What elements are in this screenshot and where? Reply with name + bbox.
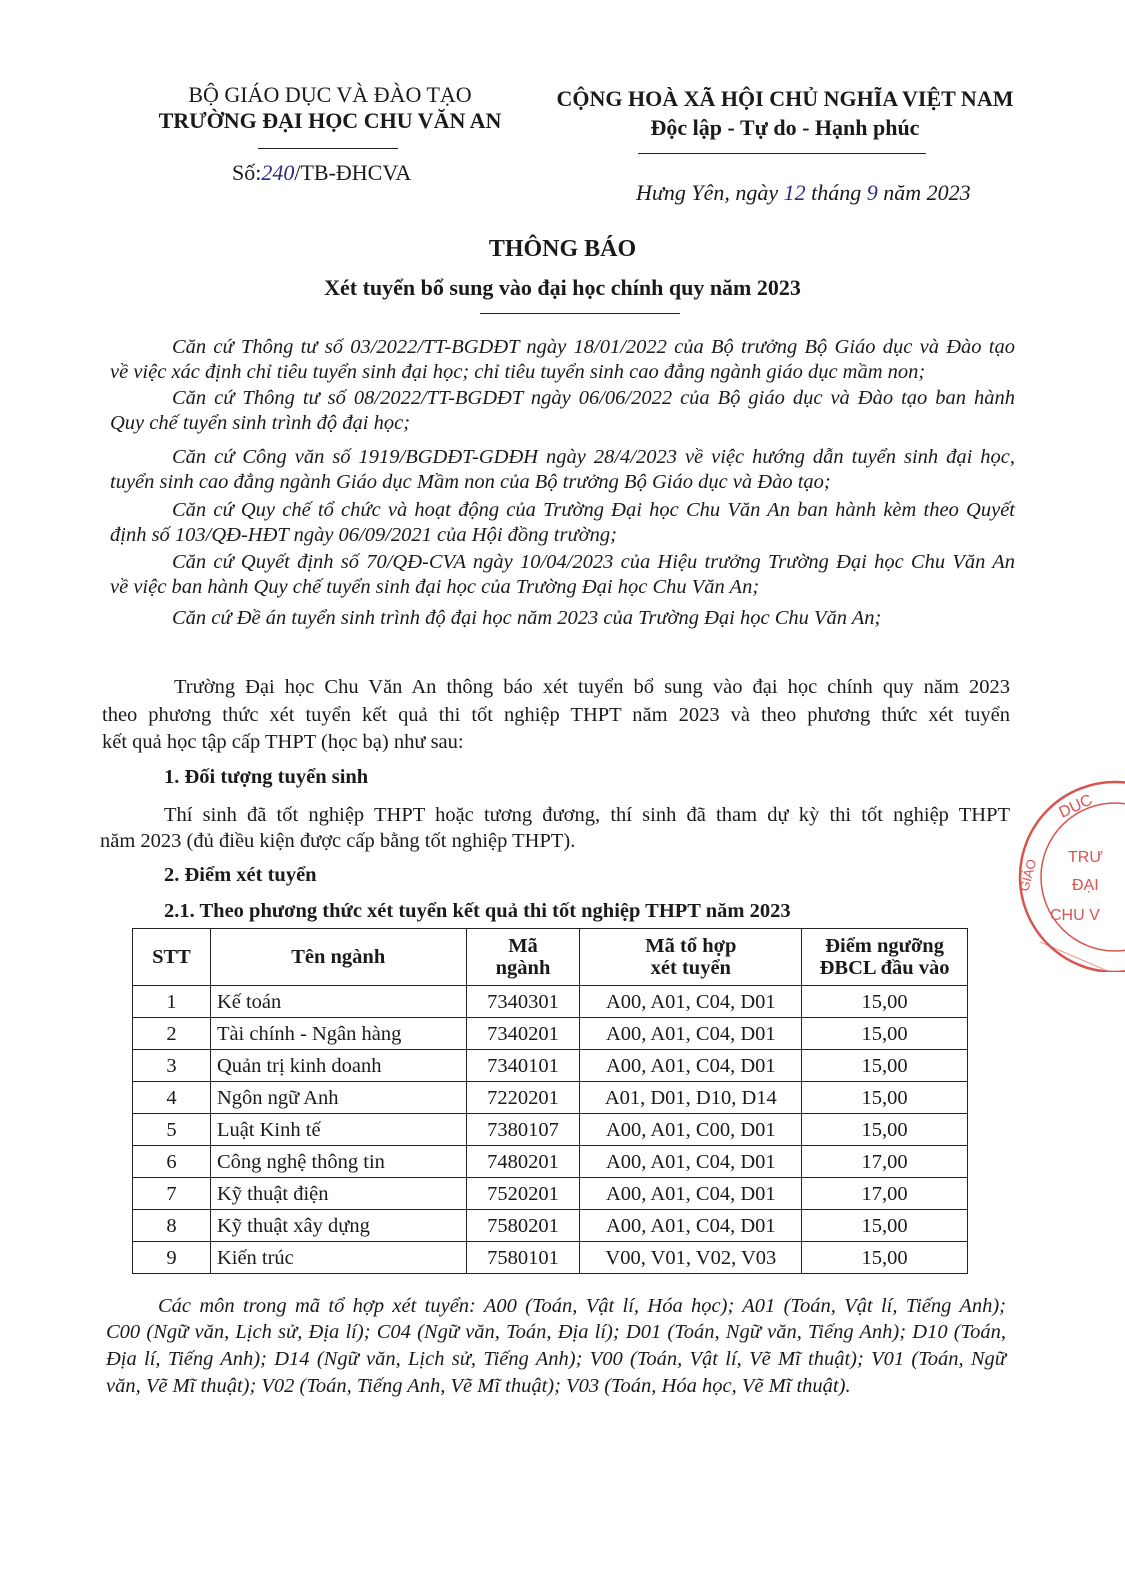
cell-stt: 6 <box>133 1146 211 1178</box>
national-motto: Độc lập - Tự do - Hạnh phúc <box>650 115 920 140</box>
section-1-heading: 1. Đối tượng tuyển sinh <box>164 766 369 788</box>
cell-code: 7480201 <box>466 1146 580 1178</box>
cell-stt: 5 <box>133 1114 211 1146</box>
cell-code: 7380107 <box>466 1114 580 1146</box>
cell-combo: A00, A01, C04, D01 <box>580 1146 802 1178</box>
table-header-row <box>133 929 968 986</box>
combo-note-line-3: Địa lí, Tiếng Anh); D14 (Ngữ văn, Lịch sử, Tiếng Anh); V00 (Toán, Vật lí, Vẽ Mĩ thuật); V01 (Toán, Ngữ <box>106 1348 1006 1370</box>
cell-stt: 3 <box>133 1050 211 1082</box>
cell-combo: A00, A01, C04, D01 <box>580 1210 802 1242</box>
section-2-1-heading: 2.1. Theo phương thức xét tuyển kết quả thi tốt nghiệp THPT năm 2023 <box>164 900 791 922</box>
seal-side-text: GIÁO <box>1016 857 1040 893</box>
cell-combo: A00, A01, C04, D01 <box>580 986 802 1018</box>
official-seal <box>1010 772 1125 972</box>
section-1-line-1: Thí sinh đã tốt nghiệp THPT hoặc tương đương, thí sinh đã tham dự kỳ thi tốt nghiệp THPT <box>164 804 1010 826</box>
header-score-line-2: ĐBCL đầu vào <box>819 957 950 979</box>
section-2-heading: 2. Điểm xét tuyển <box>164 864 317 886</box>
cell-score: 17,00 <box>802 1178 968 1210</box>
intro-line-3: kết quả học tập cấp THPT (học bạ) như sau: <box>102 731 464 753</box>
cell-name: Kiến trúc <box>210 1242 466 1274</box>
header-code-line-1: Mã <box>508 935 538 957</box>
cell-score: 15,00 <box>802 1082 968 1114</box>
basis-4-line-1: Căn cứ Quy chế tổ chức và hoạt động của Trường Đại học Chu Văn An ban hành kèm theo Quyết <box>172 499 1015 521</box>
document-number <box>232 158 411 188</box>
basis-2-line-1: Căn cứ Thông tư số 08/2022/TT-BGDĐT ngày 06/06/2022 của Bộ giáo dục và Đào tạo ban hành <box>172 387 1015 409</box>
date-month: 9 <box>866 180 878 205</box>
cell-stt: 4 <box>133 1082 211 1114</box>
seal-line-2: ĐẠI <box>1072 877 1099 894</box>
combo-note-line-2: C00 (Ngữ văn, Lịch sử, Địa lí); C04 (Ngữ văn, Toán, Địa lí); D01 (Toán, Ngữ văn, Tiếng Anh); D10 (Toán, <box>106 1321 1006 1343</box>
document-title: THÔNG BÁO <box>488 236 637 262</box>
issue-date <box>636 178 971 208</box>
seal-graphic <box>1010 772 1125 972</box>
cell-code: 7340101 <box>466 1050 580 1082</box>
cell-combo: V00, V01, V02, V03 <box>580 1242 802 1274</box>
basis-5-line-2: về việc ban hành Quy chế tuyển sinh đại học của Trường Đại học Chu Văn An; <box>110 576 760 598</box>
combo-note-line-4: văn, Vẽ Mĩ thuật); V02 (Toán, Tiếng Anh, Vẽ Mĩ thuật); V03 (Toán, Hóa học, Vẽ Mĩ thuật). <box>106 1375 851 1397</box>
university-name: TRƯỜNG ĐẠI HỌC CHU VĂN AN <box>158 108 502 133</box>
cell-name: Kỹ thuật điện <box>210 1178 466 1210</box>
header-stt: STT <box>133 929 211 986</box>
header-right-rule <box>638 153 926 154</box>
cell-name: Công nghệ thông tin <box>210 1146 466 1178</box>
document-subtitle: Xét tuyển bổ sung vào đại học chính quy năm 2023 <box>324 275 801 300</box>
date-year: năm 2023 <box>883 180 971 205</box>
table-row <box>133 1178 968 1210</box>
doc-no-handwritten: 240 <box>261 160 295 185</box>
cell-code: 7580201 <box>466 1210 580 1242</box>
cell-score: 15,00 <box>802 986 968 1018</box>
header-score <box>802 929 968 986</box>
cell-name: Ngôn ngữ Anh <box>210 1082 466 1114</box>
cell-stt: 7 <box>133 1178 211 1210</box>
cell-combo: A00, A01, C04, D01 <box>580 1050 802 1082</box>
table-row <box>133 986 968 1018</box>
basis-4-line-2: định số 103/QĐ-HĐT ngày 06/09/2021 của Hội đồng trường; <box>110 524 617 546</box>
cell-code: 7520201 <box>466 1178 580 1210</box>
cell-code: 7220201 <box>466 1082 580 1114</box>
cell-score: 15,00 <box>802 1114 968 1146</box>
republic-name: CỘNG HOÀ XÃ HỘI CHỦ NGHĨA VIỆT NAM <box>556 86 1014 111</box>
header-score-line-1: Điểm ngưỡng <box>825 935 944 957</box>
cell-code: 7340201 <box>466 1018 580 1050</box>
cell-name: Quản trị kinh doanh <box>210 1050 466 1082</box>
basis-2-line-2: Quy chế tuyển sinh trình độ đại học; <box>110 412 411 434</box>
header-code-line-2: ngành <box>495 957 551 979</box>
header-combo-line-2: xét tuyển <box>650 957 731 979</box>
cell-combo: A00, A01, C04, D01 <box>580 1018 802 1050</box>
table-row <box>133 1146 968 1178</box>
basis-3-line-1: Căn cứ Công văn số 1919/BGDĐT-GDĐH ngày 28/4/2023 về việc hướng dẫn tuyển sinh đại học, <box>172 446 1015 468</box>
combo-note-line-1: Các môn trong mã tổ hợp xét tuyển: A00 (Toán, Vật lí, Hóa học); A01 (Toán, Vật lí, Tiếng Anh); <box>158 1295 1006 1317</box>
seal-line-1: TRƯ <box>1068 849 1103 866</box>
table-row <box>133 1082 968 1114</box>
cell-score: 15,00 <box>802 1050 968 1082</box>
seal-line-3: CHU V <box>1050 907 1100 924</box>
basis-5-line-1: Căn cứ Quyết định số 70/QĐ-CVA ngày 10/04/2023 của Hiệu trưởng Trường Đại học Chu Văn An <box>172 551 1015 573</box>
cell-combo: A01, D01, D10, D14 <box>580 1082 802 1114</box>
header-combo-line-1: Mã tổ hợp <box>645 935 737 957</box>
header-code <box>466 929 580 986</box>
table-row <box>133 1018 968 1050</box>
basis-1-line-2: về việc xác định chỉ tiêu tuyển sinh đại học; chỉ tiêu tuyển sinh cao đẳng ngành giáo dục mầm non; <box>110 361 926 383</box>
intro-line-2: theo phương thức xét tuyển kết quả thi tốt nghiệp THPT năm 2023 và theo phương thức xét tuyển <box>102 704 1010 726</box>
date-month-label: tháng <box>811 180 862 205</box>
cell-name: Kế toán <box>210 986 466 1018</box>
section-1-line-2: năm 2023 (đủ điều kiện được cấp bằng tốt nghiệp THPT). <box>100 830 576 852</box>
header-name: Tên ngành <box>210 929 466 986</box>
header-left-rule <box>258 148 398 149</box>
doc-no-prefix: Số: <box>232 160 262 185</box>
cell-score: 15,00 <box>802 1210 968 1242</box>
cell-name: Kỹ thuật xây dựng <box>210 1210 466 1242</box>
ministry-name: BỘ GIÁO DỤC VÀ ĐÀO TẠO <box>188 82 472 107</box>
table-row <box>133 1114 968 1146</box>
header-combo <box>580 929 802 986</box>
cell-combo: A00, A01, C04, D01 <box>580 1178 802 1210</box>
basis-6-line-1: Căn cứ Đề án tuyển sinh trình độ đại học năm 2023 của Trường Đại học Chu Văn An; <box>172 607 882 629</box>
cell-stt: 2 <box>133 1018 211 1050</box>
basis-3-line-2: tuyển sinh cao đẳng ngành Giáo dục Mầm non của Bộ trưởng Bộ Giáo dục và Đào tạo; <box>110 471 831 493</box>
table-row <box>133 1050 968 1082</box>
cell-name: Tài chính - Ngân hàng <box>210 1018 466 1050</box>
cell-stt: 1 <box>133 986 211 1018</box>
cell-code: 7580101 <box>466 1242 580 1274</box>
cell-name: Luật Kinh tế <box>210 1114 466 1146</box>
table-row <box>133 1242 968 1274</box>
admission-score-table <box>132 928 968 1274</box>
cell-code: 7340301 <box>466 986 580 1018</box>
cell-combo: A00, A01, C00, D01 <box>580 1114 802 1146</box>
doc-no-suffix: /TB-ĐHCVA <box>294 160 412 185</box>
intro-line-1: Trường Đại học Chu Văn An thông báo xét tuyển bổ sung vào đại học chính quy năm 2023 <box>174 676 1010 698</box>
date-day: 12 <box>783 180 806 205</box>
cell-stt: 9 <box>133 1242 211 1274</box>
cell-score: 15,00 <box>802 1018 968 1050</box>
seal-top-text: DỤC <box>1056 791 1096 822</box>
cell-score: 17,00 <box>802 1146 968 1178</box>
table-row <box>133 1210 968 1242</box>
cell-stt: 8 <box>133 1210 211 1242</box>
cell-score: 15,00 <box>802 1242 968 1274</box>
date-place: Hưng Yên, ngày <box>636 180 779 205</box>
basis-1-line-1: Căn cứ Thông tư số 03/2022/TT-BGDĐT ngày 18/01/2022 của Bộ trưởng Bộ Giáo dục và Đào tạo <box>172 336 1015 358</box>
title-rule <box>480 313 680 314</box>
